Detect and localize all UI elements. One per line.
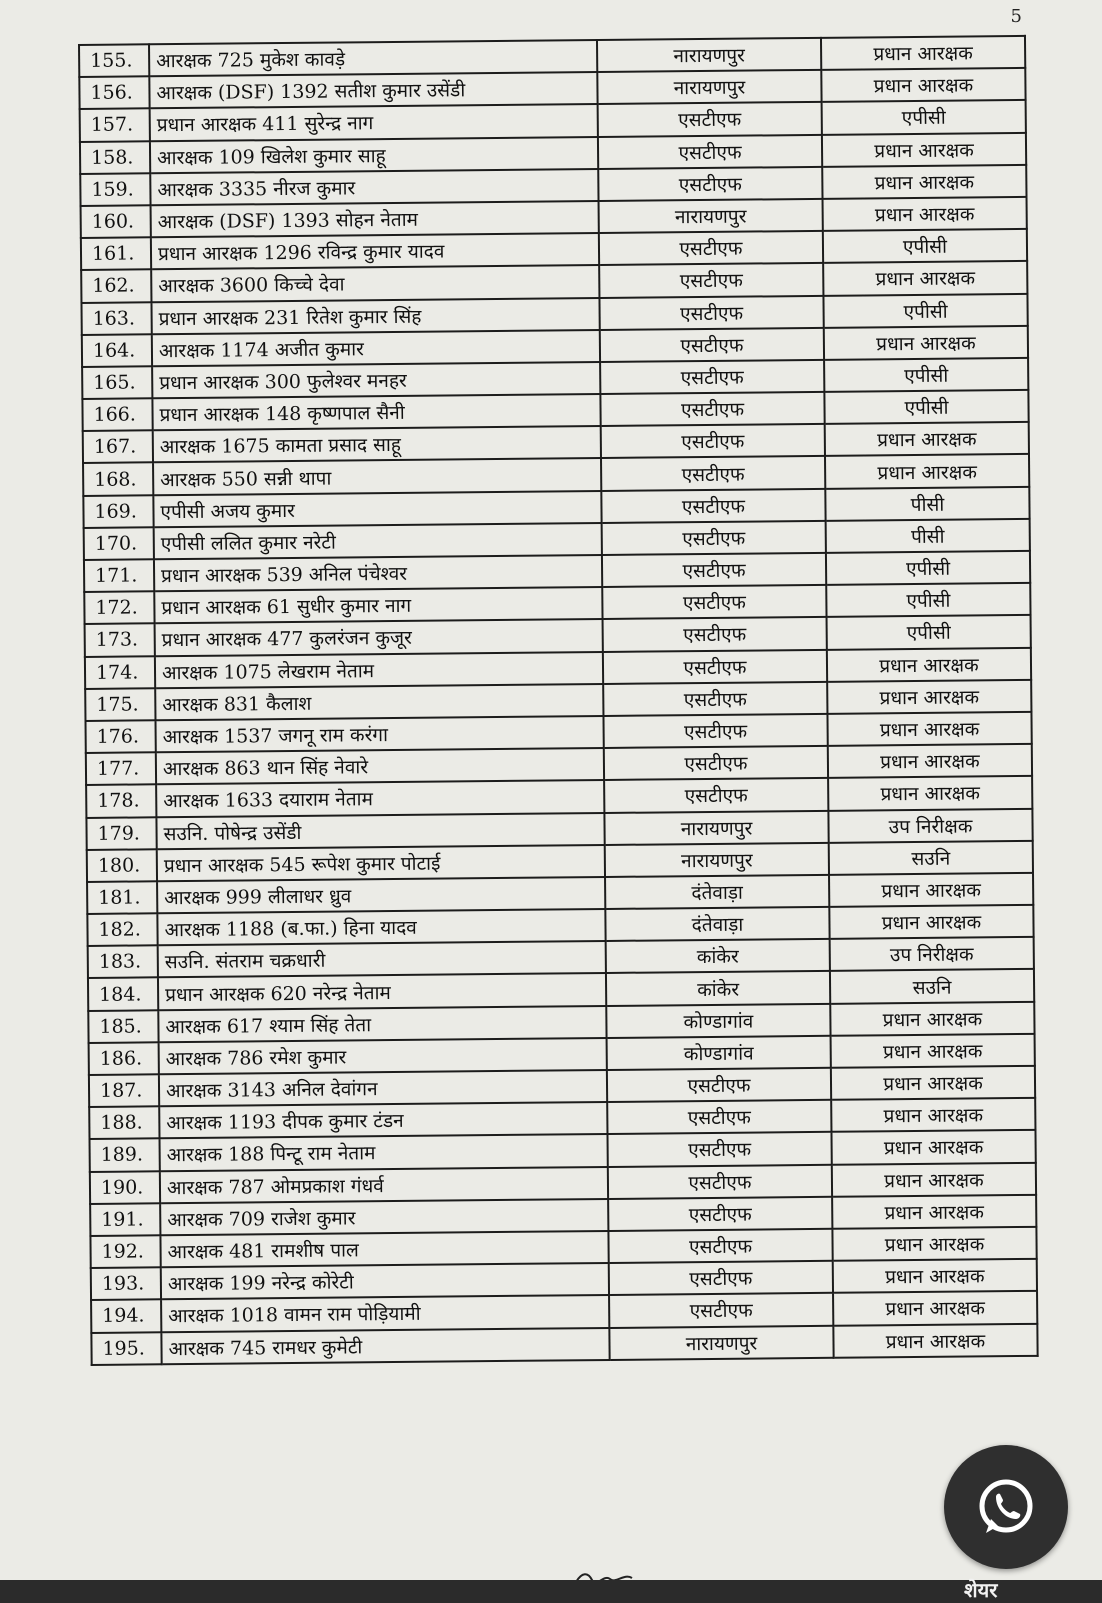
unit-cell: एसटीएफ xyxy=(601,488,825,522)
rank-cell: प्रधान आरक्षक xyxy=(825,422,1029,456)
employee-name-cell: आरक्षक 109 खिलेश कुमार साहू xyxy=(150,137,598,173)
employee-name-cell: आरक्षक 1075 लेखराम नेताम xyxy=(155,652,603,688)
rank-cell: पीसी xyxy=(825,487,1029,521)
unit-cell: एसटीएफ xyxy=(608,1164,832,1198)
rank-cell: एपीसी xyxy=(824,358,1028,392)
unit-cell: नारायणपुर xyxy=(609,1325,833,1359)
rank-cell: प्रधान आरक्षक xyxy=(825,454,1029,488)
employee-name-cell: आरक्षक 1188 (ब.फा.) हिना यादव xyxy=(157,909,605,945)
rank-cell: प्रधान आरक्षक xyxy=(833,1259,1037,1293)
serial-number-cell: 176. xyxy=(85,720,155,753)
serial-number-cell: 178. xyxy=(86,785,156,818)
unit-cell: एसटीएफ xyxy=(604,778,828,812)
serial-number-cell: 195. xyxy=(91,1332,161,1365)
employee-name-cell: आरक्षक (DSF) 1392 सतीश कुमार उसेंडी xyxy=(149,72,597,108)
serial-number-cell: 179. xyxy=(86,817,156,850)
unit-cell: एसटीएफ xyxy=(599,295,823,329)
employee-name-cell: आरक्षक 3143 अनिल देवांगन xyxy=(159,1070,607,1106)
employee-name-cell: आरक्षक 725 मुकेश कावड़े xyxy=(149,40,597,76)
serial-number-cell: 186. xyxy=(89,1042,159,1075)
rank-cell: प्रधान आरक्षक xyxy=(824,326,1028,360)
employee-name-cell: आरक्षक 199 नरेन्द्र कोरेटी xyxy=(161,1263,609,1299)
serial-number-cell: 161. xyxy=(81,237,151,270)
employee-name-cell: आरक्षक 745 रामधर कुमेटी xyxy=(161,1327,609,1363)
employee-name-cell: आरक्षक 1018 वामन राम पोड़ियामी xyxy=(161,1295,609,1331)
unit-cell: एसटीएफ xyxy=(599,231,823,265)
rank-cell: प्रधान आरक्षक xyxy=(823,261,1027,295)
unit-cell: एसटीएफ xyxy=(604,746,828,780)
unit-cell: एसटीएफ xyxy=(600,328,824,362)
employee-name-cell: आरक्षक (DSF) 1393 सोहन नेताम xyxy=(151,201,599,237)
rank-cell: सउनि xyxy=(830,969,1034,1003)
rank-cell: प्रधान आरक्षक xyxy=(828,776,1032,810)
unit-cell: एसटीएफ xyxy=(603,649,827,683)
serial-number-cell: 156. xyxy=(79,77,149,110)
employee-name-cell: प्रधान आरक्षक 61 सुधीर कुमार नाग xyxy=(154,587,602,623)
serial-number-cell: 190. xyxy=(90,1171,160,1204)
serial-number-cell: 193. xyxy=(91,1267,161,1300)
transfer-list-table xyxy=(78,35,1039,1366)
serial-number-cell: 168. xyxy=(83,463,153,496)
serial-number-cell: 164. xyxy=(82,334,152,367)
rank-cell: प्रधान आरक्षक xyxy=(827,712,1031,746)
employee-name-cell: आरक्षक 999 लीलाधर ध्रुव xyxy=(157,877,605,913)
table-body xyxy=(79,36,1038,1365)
unit-cell: एसटीएफ xyxy=(607,1068,831,1102)
serial-number-cell: 169. xyxy=(83,495,153,528)
rank-cell: सउनि xyxy=(829,841,1033,875)
employee-name-cell: आरक्षक 550 सन्नी थापा xyxy=(153,458,601,494)
rank-cell: प्रधान आरक्षक xyxy=(828,744,1032,778)
unit-cell: कांकेर xyxy=(606,971,830,1005)
unit-cell: कोण्डागांव xyxy=(606,1003,830,1037)
employee-name-cell: आरक्षक 481 रामशीष पाल xyxy=(160,1231,608,1267)
employee-name-cell: आरक्षक 863 थान सिंह नेवारे xyxy=(156,748,604,784)
employee-name-cell: प्रधान आरक्षक 620 नरेन्द्र नेताम xyxy=(158,973,606,1009)
rank-cell: प्रधान आरक्षक xyxy=(823,197,1027,231)
unit-cell: एसटीएफ xyxy=(609,1293,833,1327)
serial-number-cell: 180. xyxy=(87,849,157,882)
serial-number-cell: 162. xyxy=(81,270,151,303)
employee-name-cell: आरक्षक 709 राजेश कुमार xyxy=(160,1199,608,1235)
unit-cell: एसटीएफ xyxy=(603,617,827,651)
serial-number-cell: 158. xyxy=(80,141,150,174)
serial-number-cell: 185. xyxy=(88,1010,158,1043)
serial-number-cell: 183. xyxy=(88,946,158,979)
serial-number-cell: 165. xyxy=(82,366,152,399)
unit-cell: एसटीएफ xyxy=(607,1132,831,1166)
employee-name-cell: प्रधान आरक्षक 477 कुलरंजन कुजूर xyxy=(155,619,603,655)
employee-name-cell: प्रधान आरक्षक 300 फुलेश्वर मनहर xyxy=(152,362,600,398)
unit-cell: एसटीएफ xyxy=(608,1229,832,1263)
unit-cell: एसटीएफ xyxy=(602,521,826,555)
rank-cell: प्रधान आरक्षक xyxy=(821,68,1025,102)
unit-cell: दंतेवाड़ा xyxy=(605,875,829,909)
serial-number-cell: 170. xyxy=(84,527,154,560)
rank-cell: प्रधान आरक्षक xyxy=(822,165,1026,199)
employee-name-cell: प्रधान आरक्षक 539 अनिल पंचेश्वर xyxy=(154,555,602,591)
rank-cell: प्रधान आरक्षक xyxy=(821,36,1025,70)
serial-number-cell: 182. xyxy=(87,913,157,946)
serial-number-cell: 189. xyxy=(90,1139,160,1172)
serial-number-cell: 171. xyxy=(84,559,154,592)
serial-number-cell: 155. xyxy=(79,44,149,77)
employee-name-cell: आरक्षक 1675 कामता प्रसाद साहू xyxy=(153,426,601,462)
serial-number-cell: 194. xyxy=(91,1300,161,1333)
serial-number-cell: 187. xyxy=(89,1074,159,1107)
unit-cell: एसटीएफ xyxy=(598,167,822,201)
rank-cell: प्रधान आरक्षक xyxy=(829,905,1033,939)
employee-name-cell: आरक्षक 787 ओमप्रकाश गंधर्व xyxy=(160,1167,608,1203)
unit-cell: नारायणपुर xyxy=(597,70,821,104)
rank-cell: प्रधान आरक्षक xyxy=(832,1195,1036,1229)
serial-number-cell: 159. xyxy=(80,173,150,206)
transfer-list-table-wrapper xyxy=(78,35,1037,1366)
rank-cell: पीसी xyxy=(826,519,1030,553)
rank-cell: प्रधान आरक्षक xyxy=(833,1291,1037,1325)
serial-number-cell: 173. xyxy=(85,624,155,657)
unit-cell: एसटीएफ xyxy=(602,553,826,587)
unit-cell: एसटीएफ xyxy=(601,424,825,458)
employee-name-cell: आरक्षक 1174 अजीत कुमार xyxy=(152,330,600,366)
unit-cell: कोण्डागांव xyxy=(607,1036,831,1070)
unit-cell: एसटीएफ xyxy=(601,456,825,490)
rank-cell: एपीसी xyxy=(822,100,1026,134)
serial-number-cell: 163. xyxy=(81,302,151,335)
rank-cell: प्रधान आरक्षक xyxy=(832,1162,1036,1196)
rank-cell: प्रधान आरक्षक xyxy=(827,680,1031,714)
unit-cell: एसटीएफ xyxy=(598,134,822,168)
serial-number-cell: 175. xyxy=(85,688,155,721)
rank-cell: एपीसी xyxy=(824,390,1028,424)
rank-cell: प्रधान आरक्षक xyxy=(831,1098,1035,1132)
serial-number-cell: 177. xyxy=(86,752,156,785)
unit-cell: एसटीएफ xyxy=(608,1197,832,1231)
serial-number-cell: 166. xyxy=(82,398,152,431)
rank-cell: प्रधान आरक्षक xyxy=(831,1130,1035,1164)
unit-cell: कांकेर xyxy=(606,939,830,973)
rank-cell: प्रधान आरक्षक xyxy=(829,873,1033,907)
employee-name-cell: आरक्षक 188 पिन्टू राम नेताम xyxy=(160,1134,608,1170)
unit-cell: एसटीएफ xyxy=(602,585,826,619)
unit-cell: नारायणपुर xyxy=(599,199,823,233)
unit-cell: एसटीएफ xyxy=(600,392,824,426)
serial-number-cell: 157. xyxy=(80,109,150,142)
rank-cell: प्रधान आरक्षक xyxy=(831,1034,1035,1068)
rank-cell: प्रधान आरक्षक xyxy=(832,1227,1036,1261)
serial-number-cell: 192. xyxy=(90,1235,160,1268)
employee-name-cell: सउनि. पोषेन्द्र उसेंडी xyxy=(156,812,604,848)
rank-cell: प्रधान आरक्षक xyxy=(833,1323,1037,1357)
unit-cell: एसटीएफ xyxy=(600,360,824,394)
page-number: 5 xyxy=(1010,6,1022,27)
employee-name-cell: प्रधान आरक्षक 545 रूपेश कुमार पोटाई xyxy=(157,845,605,881)
employee-name-cell: एपीसी अजय कुमार xyxy=(153,491,601,527)
serial-number-cell: 184. xyxy=(88,978,158,1011)
employee-name-cell: आरक्षक 1633 दयाराम नेताम xyxy=(156,780,604,816)
whatsapp-share-button[interactable] xyxy=(944,1445,1068,1569)
unit-cell: नारायणपुर xyxy=(604,810,828,844)
employee-name-cell: एपीसी ललित कुमार नरेटी xyxy=(154,523,602,559)
unit-cell: नारायणपुर xyxy=(605,843,829,877)
serial-number-cell: 167. xyxy=(83,431,153,464)
employee-name-cell: प्रधान आरक्षक 231 रितेश कुमार सिंह xyxy=(151,298,599,334)
serial-number-cell: 188. xyxy=(89,1106,159,1139)
unit-cell: एसटीएफ xyxy=(598,102,822,136)
rank-cell: उप निरीक्षक xyxy=(830,937,1034,971)
unit-cell: दंतेवाड़ा xyxy=(605,907,829,941)
employee-name-cell: आरक्षक 1193 दीपक कुमार टंडन xyxy=(159,1102,607,1138)
employee-name-cell: प्रधान आरक्षक 1296 रविन्द्र कुमार यादव xyxy=(151,233,599,269)
unit-cell: एसटीएफ xyxy=(599,263,823,297)
employee-name-cell: आरक्षक 3335 नीरज कुमार xyxy=(150,169,598,205)
unit-cell: एसटीएफ xyxy=(603,714,827,748)
employee-name-cell: प्रधान आरक्षक 148 कृष्णपाल सैनी xyxy=(152,394,600,430)
rank-cell: प्रधान आरक्षक xyxy=(822,132,1026,166)
bottom-overlay-strip xyxy=(0,1580,1102,1600)
employee-name-cell: आरक्षक 617 श्याम सिंह तेता xyxy=(158,1006,606,1042)
rank-cell: एपीसी xyxy=(823,293,1027,327)
rank-cell: एपीसी xyxy=(827,615,1031,649)
rank-cell: प्रधान आरक्षक xyxy=(831,1066,1035,1100)
employee-name-cell: सउनि. संतराम चक्रधारी xyxy=(158,941,606,977)
serial-number-cell: 181. xyxy=(87,881,157,914)
employee-name-cell: प्रधान आरक्षक 411 सुरेन्द्र नाग xyxy=(150,104,598,140)
employee-name-cell: आरक्षक 1537 जगनू राम करंगा xyxy=(155,716,603,752)
unit-cell: एसटीएफ xyxy=(609,1261,833,1295)
rank-cell: एपीसी xyxy=(826,551,1030,585)
rank-cell: एपीसी xyxy=(823,229,1027,263)
rank-cell: प्रधान आरक्षक xyxy=(830,1001,1034,1035)
unit-cell: एसटीएफ xyxy=(607,1100,831,1134)
unit-cell: नारायणपुर xyxy=(597,38,821,72)
serial-number-cell: 172. xyxy=(84,591,154,624)
share-label: शेयर xyxy=(964,1578,998,1602)
employee-name-cell: आरक्षक 3600 किच्चे देवा xyxy=(151,265,599,301)
whatsapp-icon xyxy=(974,1475,1038,1539)
employee-name-cell: आरक्षक 831 कैलाश xyxy=(155,684,603,720)
rank-cell: प्रधान आरक्षक xyxy=(827,647,1031,681)
serial-number-cell: 174. xyxy=(85,656,155,689)
serial-number-cell: 191. xyxy=(90,1203,160,1236)
employee-name-cell: आरक्षक 786 रमेश कुमार xyxy=(159,1038,607,1074)
rank-cell: एपीसी xyxy=(826,583,1030,617)
rank-cell: उप निरीक्षक xyxy=(828,808,1032,842)
serial-number-cell: 160. xyxy=(81,205,151,238)
unit-cell: एसटीएफ xyxy=(603,682,827,716)
